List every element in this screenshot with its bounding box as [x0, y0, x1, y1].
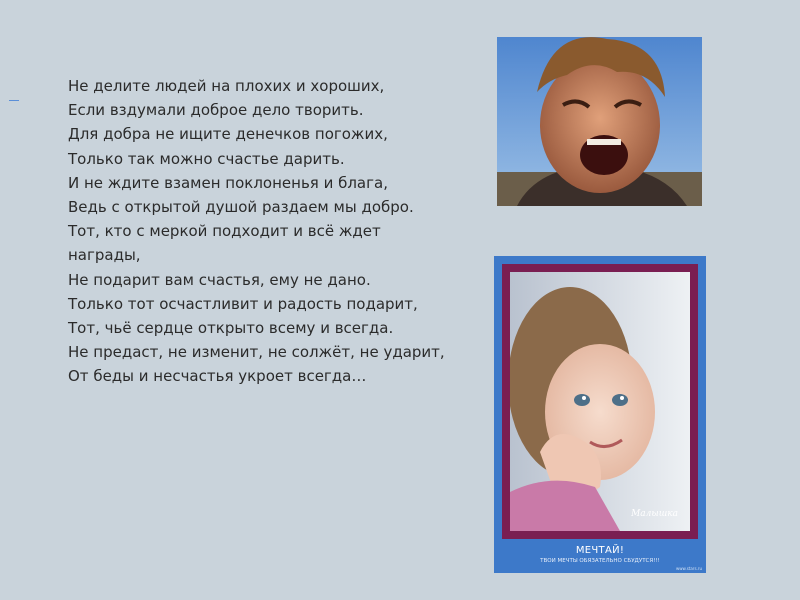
child-photo — [510, 272, 690, 531]
poem-line: И не ждите взамен поклоненья и блага, — [68, 173, 388, 192]
poem-line: Тот, кто с меркой подходит и всё ждет награды, — [68, 222, 381, 265]
poem-text — [68, 74, 453, 389]
poem-line: Для добра не ищите денечков погожих, — [68, 125, 388, 144]
poem-line: Не делите людей на плохих и хороших, — [68, 77, 385, 95]
poster-title: МЕЧТАЙ! — [575, 545, 625, 556]
poster-subtitle: ТВОИ МЕЧТЫ ОБЯЗАТЕЛЬНО СБУДУТСЯ!!! — [540, 558, 660, 564]
poem-line: Только тот осчастливит и радость подарит, — [68, 294, 418, 313]
poem-line: Не подарит вам счастья, ему не дано. — [68, 270, 371, 289]
poem-line: Ведь с открытой душой раздаем мы добро. — [68, 198, 414, 217]
boy-photo — [497, 37, 702, 206]
slide-marker — [9, 100, 19, 101]
poem-line: От беды и несчастья укроет всегда… — [68, 367, 367, 386]
poem-line: Если вздумали доброе дело творить. — [68, 101, 364, 120]
poster-signature: Малышка — [631, 509, 678, 519]
poem-line: Тот, чьё сердце открыто всему и всегда. — [68, 319, 394, 338]
poem-line: Не предаст, не изменит, не солжёт, не ударит, — [68, 343, 445, 362]
poster-site: www.stars.ru — [675, 566, 702, 571]
poem-line: Только так можно счастье дарить. — [68, 149, 345, 168]
poster-frame — [502, 264, 698, 539]
motivational-poster — [494, 256, 706, 573]
